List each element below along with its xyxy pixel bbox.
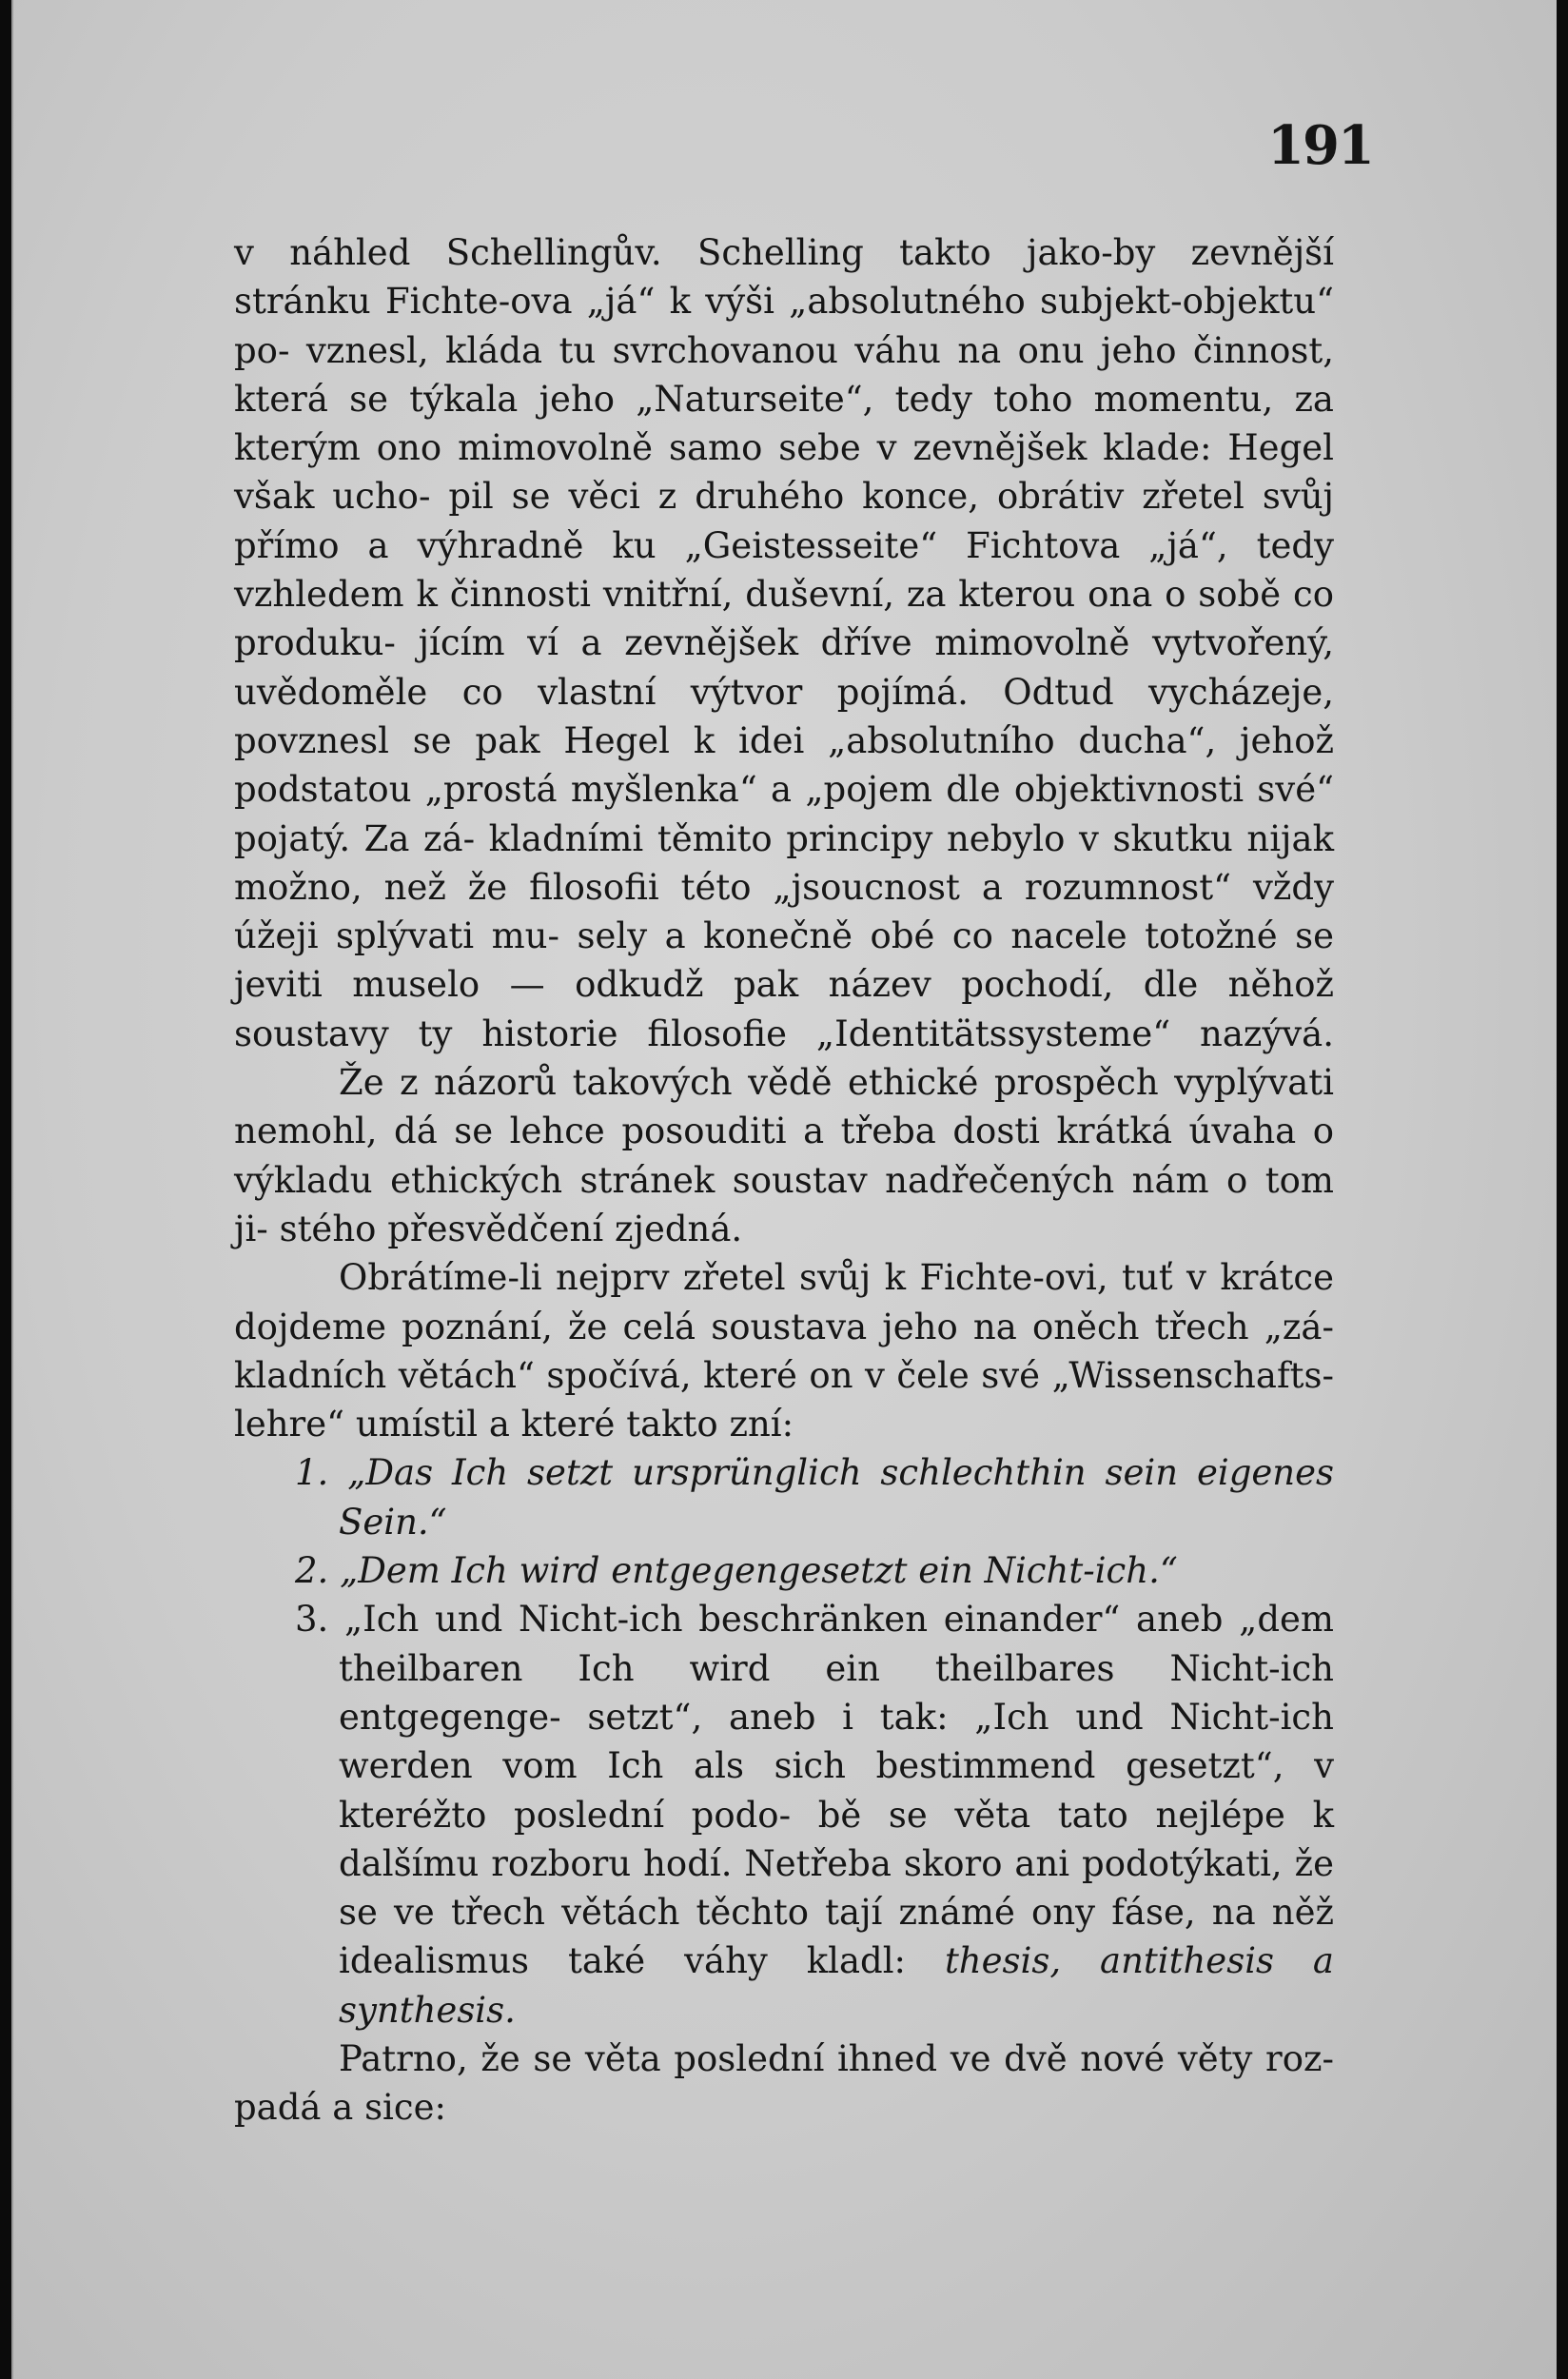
- paragraph-3: Obrátíme-li nejprv zřetel svůj k Fichte-ovi, tuť v krátce dojdeme poznání, že celá soustava jeho na oněch třech „zá- kladních větách“ spočívá, které on v čele své „Wissenschafts- lehre“ umístil a které takto zní:: [234, 1257, 1334, 1445]
- body-text: [234, 228, 1334, 2133]
- paragraph-4: Patrno, že se věta poslední ihned ve dvě nové věty roz- padá a sice:: [234, 2037, 1334, 2129]
- page-number: 191: [1267, 114, 1373, 177]
- list-item-2: 2. „Dem Ich wird entgegengesetzt ein Nicht-ich.“: [295, 1550, 1178, 1592]
- paragraph-1: v náhled Schellingův. Schelling takto jako-by zevnější stránku Fichte-ova „já“ k výši „absolutného subjekt-objektu“ po- vznesl, kláda tu svrchovanou váhu na onu jeho činnost, která se týkala jeho „Naturseite“, tedy toho momentu, za kterým ono mimovolně samo sebe v zevnějšek klade: Hegel však ucho- pil se věci z druhého konce, obrátiv zřetel svůj přímo a výhradně ku „Geistesseite“ Fichtova „já“, tedy vzhledem k činnosti vnitřní, duševní, za kterou ona o sobě co produku- jícím ví a zevnějšek dříve mimovolně vytvořený, uvědoměle co vlastní výtvor pojímá. Odtud vycházeje, povznesl se pak Hegel k idei „absolutního ducha“, jehož podstatou „prostá myšlenka“ a „pojem dle objektivnosti své“ pojatý. Za zá- kladními těmito principy nebylo v skutku nijak možno, než že filosofii této „jsoucnost a rozumnost“ vždy úžeji splývati mu- sely a konečně obé co nacele totožné se jeviti muselo — odkudž pak název pochodí, dle něhož soustavy ty historie filosofie „Identitätssysteme“ nazývá.: [234, 232, 1335, 1054]
- book-page: [13, 0, 1557, 2379]
- list-item-1: 1. „Das Ich setzt ursprünglich schlechthin sein eigenes Sein.“: [295, 1452, 1334, 1543]
- list-item-3: 3. „Ich und Nicht-ich beschränken einander“ aneb „dem theilbaren Ich wird ein theilbares Nicht-ich entgegenge- setzt“, aneb i tak: „Ich und Nicht-ich werden vom Ich als sich bestimmend gesetzt“, v kteréžto poslední podo- bě se věta tato nejlépe k dalšímu rozboru hodí. Netřeba skoro ani podotýkati, že se ve třech větách těchto tají známé ony fáse, na něž idealismus také váhy kladl: thesis, antithesis a synthesis.: [295, 1599, 1335, 2031]
- paragraph-2: Že z názorů takových vědě ethické prospěch vyplývati nemohl, dá se lehce posouditi a třeba dosti krátká úvaha o výkladu ethických stránek soustav nadřečených nám o tom ji- stého přesvědčení zjedná.: [234, 1062, 1334, 1249]
